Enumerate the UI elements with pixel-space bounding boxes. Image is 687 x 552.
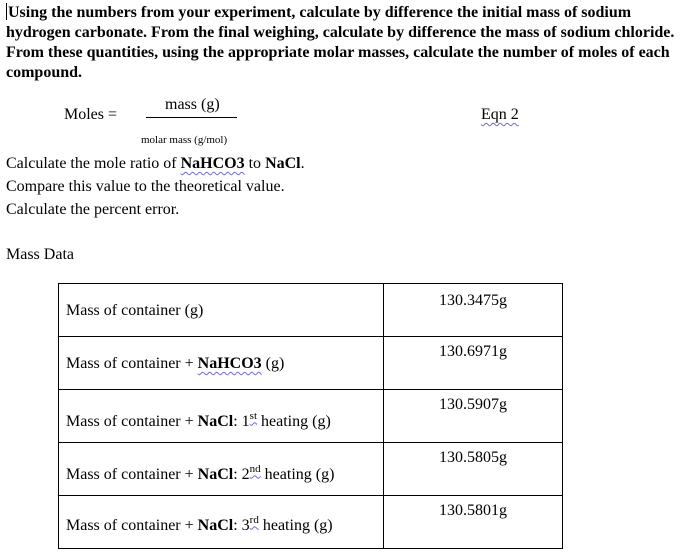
compound-nacl: NaCl bbox=[197, 517, 234, 534]
row-value: 130.5801g bbox=[439, 502, 507, 519]
ordinal-number: : 2 bbox=[233, 466, 250, 483]
row-value-cell bbox=[384, 284, 563, 337]
compound-nacl: NaCl bbox=[265, 155, 301, 172]
row-label-cell bbox=[59, 443, 384, 496]
row-label-cell bbox=[59, 337, 384, 390]
row-value: 130.6971g bbox=[439, 343, 507, 360]
row-label-prefix: Mass of container + bbox=[66, 517, 198, 534]
table-row bbox=[59, 496, 563, 549]
intro-text: Using the numbers from your experiment, calculate by difference the initial mass of sodium hydrogen carbonate. From the final weighing, calculate by difference the mass of sodium chloride. From these quantities, using the appropriate molar masses, calculate the number of moles of each compound. bbox=[6, 4, 675, 81]
ordinal-suffix: rd bbox=[249, 513, 259, 526]
text-cursor bbox=[6, 3, 7, 20]
mass-data-table bbox=[58, 283, 563, 549]
table-row bbox=[59, 284, 563, 337]
formula-denominator: molar mass (g/mol) bbox=[141, 134, 228, 146]
row-value-cell bbox=[384, 443, 563, 496]
row-value-cell bbox=[384, 337, 563, 390]
row-label-cell bbox=[59, 496, 384, 549]
row-label-prefix: Mass of container + bbox=[66, 466, 198, 483]
compound-nacl: NaCl bbox=[197, 413, 234, 430]
instruction-text: to bbox=[244, 155, 266, 172]
compound-nacl: NaCl bbox=[197, 466, 234, 483]
ordinal-number: : 1 bbox=[233, 413, 250, 430]
fraction-bar bbox=[146, 117, 237, 118]
row-value-cell bbox=[384, 496, 563, 549]
compound-nahco3: NaHCO3 bbox=[180, 155, 245, 172]
row-label-suffix: heating (g) bbox=[260, 466, 335, 483]
instruction-mole-ratio bbox=[6, 155, 305, 173]
intro-paragraph bbox=[6, 3, 684, 83]
formula-lhs: Moles = bbox=[64, 106, 118, 123]
instruction-compare: Compare this value to the theoretical value. bbox=[6, 178, 285, 195]
instruction-text: Calculate the mole ratio of bbox=[6, 155, 181, 172]
formula-numerator: mass (g) bbox=[165, 96, 220, 113]
row-label-suffix: (g) bbox=[261, 355, 285, 372]
row-label bbox=[66, 355, 284, 373]
row-label bbox=[66, 513, 333, 535]
row-label bbox=[66, 409, 331, 431]
row-label-suffix: heating (g) bbox=[258, 517, 333, 534]
ordinal-suffix: nd bbox=[249, 462, 261, 475]
row-label-cell bbox=[59, 390, 384, 443]
row-label-suffix: heating (g) bbox=[257, 413, 331, 430]
mass-data-heading: Mass Data bbox=[6, 246, 74, 263]
compound-nahco3: NaHCO3 bbox=[197, 355, 262, 372]
row-label: Mass of container (g) bbox=[66, 302, 204, 319]
ordinal-number: : 3 bbox=[233, 517, 250, 534]
row-value: 130.3475g bbox=[439, 292, 507, 309]
row-label-prefix: Mass of container + bbox=[66, 413, 198, 430]
equation-label: Eqn 2 bbox=[481, 106, 519, 123]
instruction-text: . bbox=[300, 155, 305, 172]
instruction-percent-error: Calculate the percent error. bbox=[6, 201, 180, 218]
row-value: 130.5805g bbox=[439, 449, 507, 466]
ordinal-suffix: st bbox=[249, 409, 258, 422]
row-label bbox=[66, 462, 335, 484]
table-row bbox=[59, 443, 563, 496]
table-row bbox=[59, 337, 563, 390]
row-value: 130.5907g bbox=[439, 396, 507, 413]
row-label-prefix: Mass of container + bbox=[66, 355, 198, 372]
table-row bbox=[59, 390, 563, 443]
row-label-cell bbox=[59, 284, 384, 337]
row-value-cell bbox=[384, 390, 563, 443]
